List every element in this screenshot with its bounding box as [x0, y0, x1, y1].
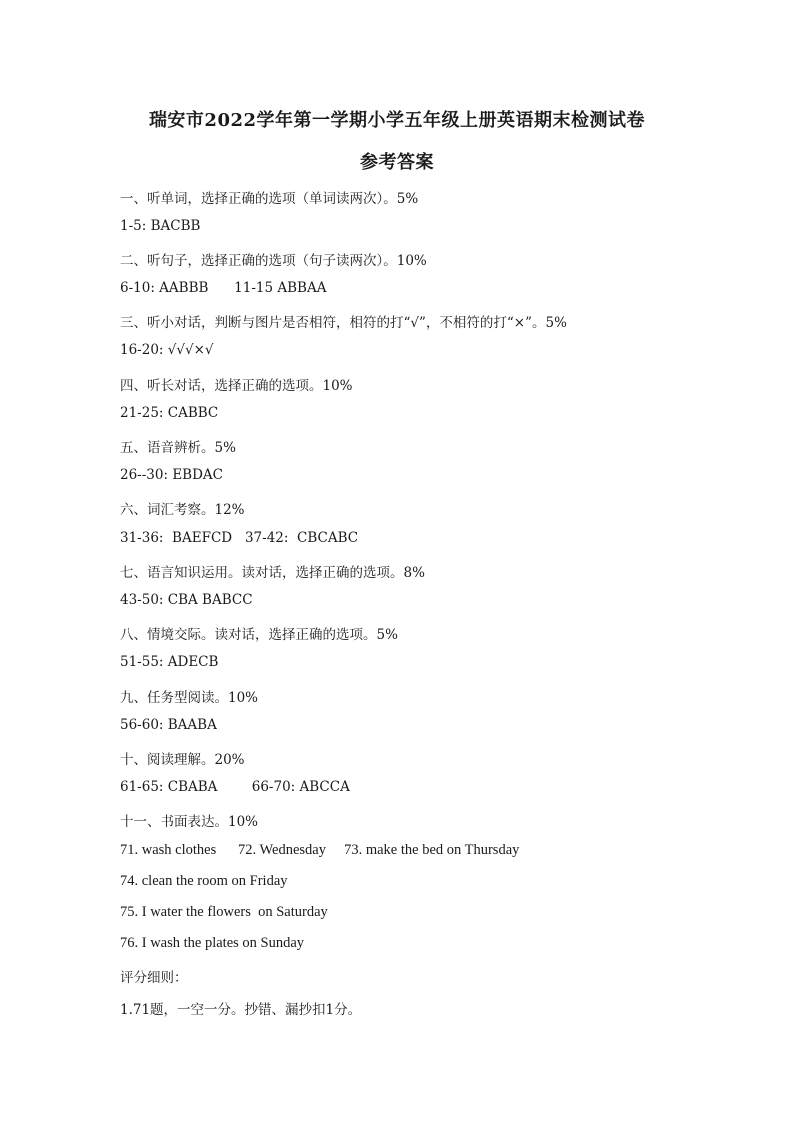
- section-heading-2: 二、听句子，选择正确的选项（句子读两次）。10%: [120, 253, 427, 269]
- answer-line-7: 43-50: CBA BABCC: [120, 592, 253, 608]
- writing-answer-75: 75. I water the flowers on Saturday: [120, 904, 328, 920]
- answer-line-10: 61-65: CBABA 66-70: ABCCA: [120, 779, 350, 795]
- section-heading-9: 九、任务型阅读。10%: [120, 690, 259, 706]
- section-heading-5: 五、语音辨析。5%: [120, 440, 236, 456]
- section-heading-10: 十、阅读理解。20%: [120, 752, 245, 768]
- answer-line-2: 6-10: AABBB 11-15 ABBAA: [120, 280, 327, 296]
- section-heading-1: 一、听单词，选择正确的选项（单词读两次）。5%: [120, 191, 419, 207]
- writing-answer-74: 74. clean the room on Friday: [120, 873, 288, 889]
- answer-line-3: 16-20: √√√×√: [120, 342, 214, 358]
- answer-line-5: 26--30: EBDAC: [120, 467, 223, 483]
- section-heading-7: 七、语言知识运用。读对话，选择正确的选项。8%: [120, 565, 425, 581]
- scoring-rules-heading: 评分细则：: [120, 970, 188, 986]
- section-heading-3: 三、听小对话，判断与图片是否相符，相符的打“√”，不相符的打“×”。5%: [120, 315, 567, 331]
- document-subtitle: 参考答案: [360, 152, 434, 173]
- answer-line-6: 31-36: BAEFCD 37-42: CBCABC: [120, 530, 359, 546]
- answer-line-9: 56-60: BAABA: [120, 717, 217, 733]
- answer-line-1: 1-5: BACBB: [120, 218, 201, 234]
- section-heading-8: 八、情境交际。读对话，选择正确的选项。5%: [120, 627, 398, 643]
- writing-answer-76: 76. I wash the plates on Sunday: [120, 935, 305, 951]
- writing-answer-71-73: 71. wash clothes 72. Wednesday 73. make the bed on Thursday: [120, 842, 520, 858]
- answer-line-4: 21-25: CABBC: [120, 405, 219, 421]
- scoring-rule-1: 1.71题，一空一分。抄错、漏抄扣1分。: [120, 1002, 362, 1018]
- section-heading-4: 四、听长对话，选择正确的选项。10%: [120, 378, 353, 394]
- answer-line-8: 51-55: ADECB: [120, 654, 219, 670]
- section-heading-6: 六、词汇考察。12%: [120, 502, 245, 518]
- section-heading-11: 十一、书面表达。10%: [120, 814, 259, 830]
- document-title: 瑞安市2022学年第一学期小学五年级上册英语期末检测试卷: [148, 110, 646, 131]
